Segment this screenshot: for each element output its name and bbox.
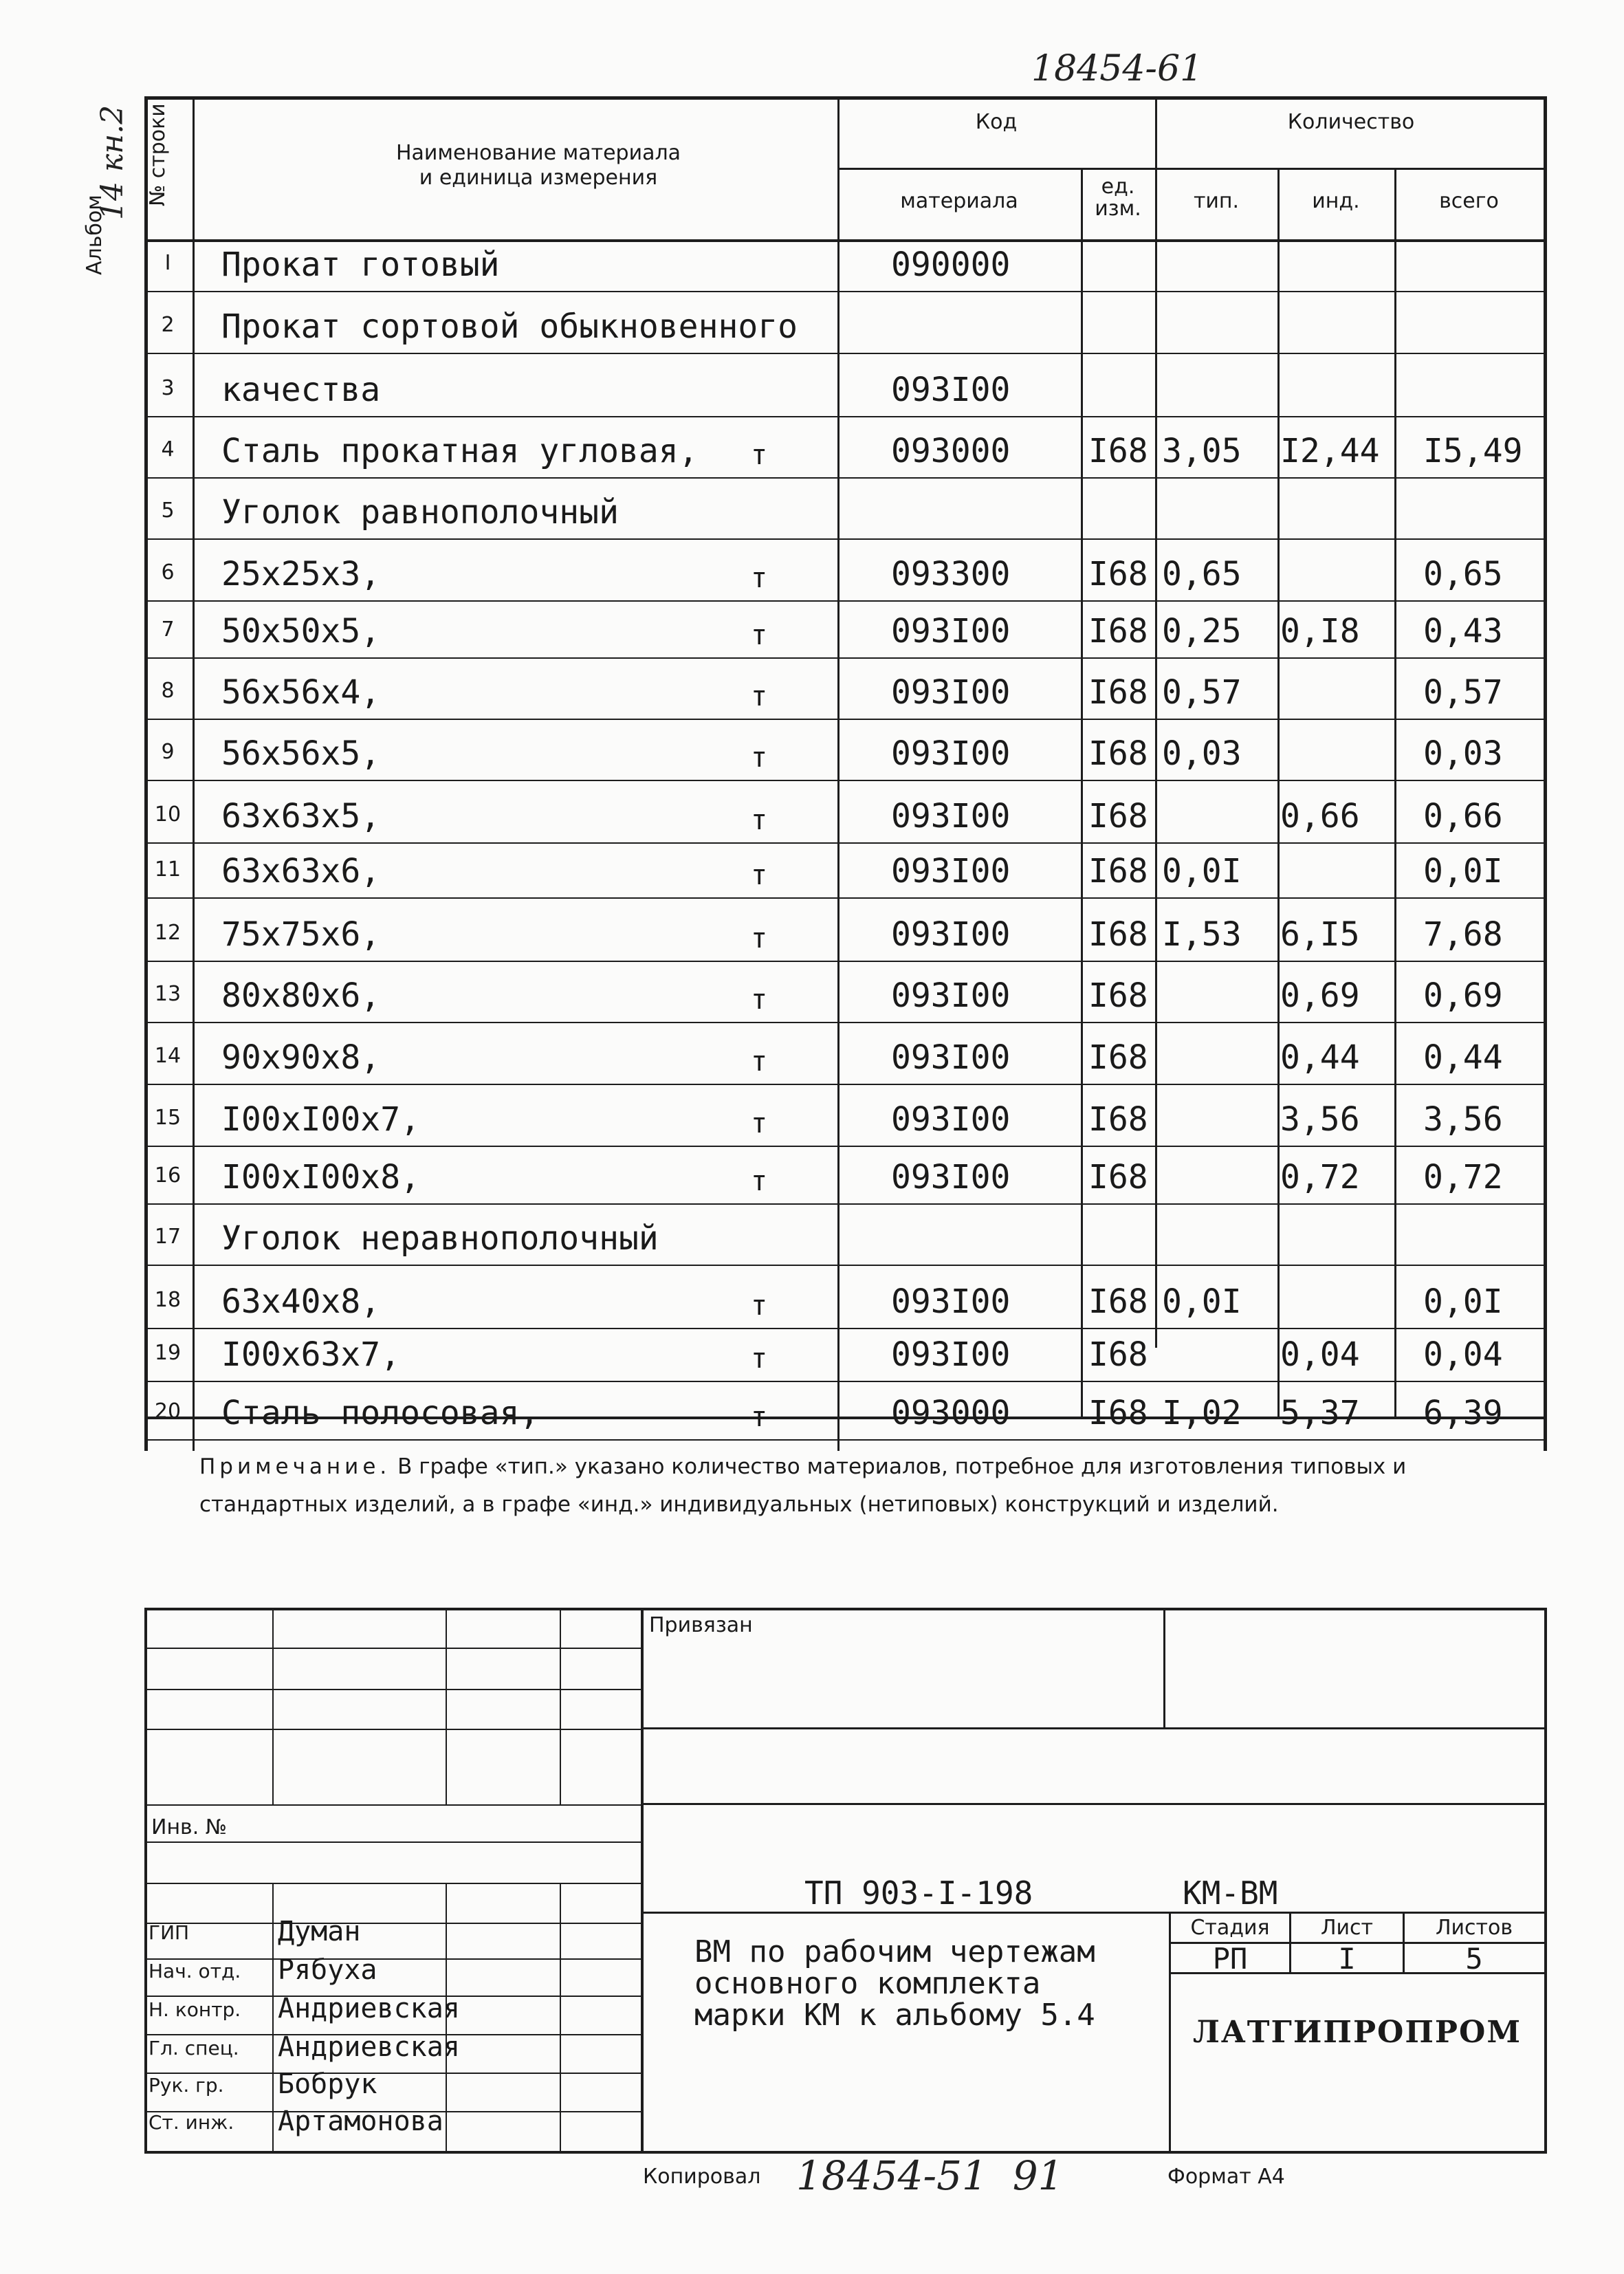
format-label: Формат А4 (1167, 2165, 1285, 2189)
row-total: 0,57 (1423, 673, 1503, 712)
row-name: качества (221, 371, 381, 409)
row-unit-code: I68 (1088, 432, 1148, 470)
signature-name: Думан (278, 1916, 361, 1947)
row-unit: т (751, 439, 768, 471)
row-name: 80x80x6, (221, 976, 381, 1015)
header-code-unit: ед. изм. (1095, 175, 1141, 221)
row-ind: 0,69 (1280, 976, 1360, 1015)
signature-role: ГИП (149, 1921, 190, 1944)
doc-code: ТП 903-I-198 (804, 1874, 1033, 1912)
row-unit: т (751, 984, 768, 1016)
row-divider (144, 1084, 1547, 1085)
row-unit: т (751, 742, 768, 774)
row-unit-code: I68 (1088, 1335, 1148, 1374)
row-unit-code: I68 (1088, 612, 1148, 651)
row-name: 63x63x6, (221, 852, 381, 890)
header-q-ind: инд. (1312, 189, 1360, 213)
row-ind: 0,04 (1280, 1335, 1360, 1374)
row-name: 90x90x8, (221, 1038, 381, 1077)
row-unit: т (751, 1401, 768, 1433)
row-divider (144, 780, 1547, 781)
row-divider (144, 1265, 1547, 1266)
row-ind: 3,56 (1280, 1100, 1360, 1139)
row-total: I5,49 (1423, 432, 1523, 470)
row-number: 7 (161, 617, 175, 642)
row-divider (144, 1022, 1547, 1023)
row-unit: т (751, 1343, 768, 1375)
row-number: 6 (161, 560, 175, 584)
row-total: 0,65 (1423, 555, 1503, 593)
row-number: 4 (161, 437, 175, 461)
row-code: 093I00 (891, 1158, 1011, 1196)
row-unit: т (751, 1046, 768, 1078)
row-typ: 0,0I (1162, 1282, 1242, 1321)
row-number: 10 (154, 802, 182, 827)
row-divider (144, 842, 1547, 844)
row-code: 093I00 (891, 1335, 1011, 1374)
header-code-material: материала (900, 189, 1018, 213)
row-ind: 0,66 (1280, 797, 1360, 835)
row-number: 18 (154, 1288, 182, 1312)
row-unit-code: I68 (1088, 1038, 1148, 1077)
row-divider (144, 961, 1547, 962)
row-number: 14 (154, 1044, 182, 1068)
row-number: 13 (154, 982, 182, 1006)
header-q-typ: тип. (1193, 189, 1240, 213)
header-name: Наименование материала и единица измерения (395, 141, 681, 190)
row-divider (144, 477, 1547, 479)
row-unit-code: I68 (1088, 555, 1148, 593)
row-unit: т (751, 860, 768, 891)
row-code: 093I00 (891, 1282, 1011, 1321)
sheet-value: I (1338, 1942, 1356, 1976)
signature-role: Н. контр. (149, 1998, 241, 2021)
row-code: 093300 (891, 555, 1011, 593)
note-text: В графе «тип.» указано количество материалов, потребное для изготовления типовых и стандартных изделий, а в графе «инд.» индивидуальных (нетиповых) конструкций и изделий. (199, 1454, 1407, 1517)
row-name: Прокат сортовой обыкновенного (221, 307, 798, 346)
signature-name: Бобрук (278, 2068, 377, 2100)
row-divider (144, 1439, 1547, 1441)
row-typ: 0,0I (1162, 852, 1242, 890)
row-divider (144, 291, 1547, 292)
sheets-value: 5 (1465, 1942, 1483, 1976)
row-unit: т (751, 681, 768, 712)
row-number: 20 (154, 1399, 182, 1423)
stage-value: РП (1212, 1942, 1248, 1976)
inv-no-label: Инв. № (151, 1815, 228, 1839)
row-unit: т (751, 562, 768, 594)
signature-name: Андриевская (278, 1993, 460, 2024)
copied-label: Копировал (643, 2165, 761, 2189)
row-unit-code: I68 (1088, 734, 1148, 773)
row-number: 19 (154, 1341, 182, 1365)
row-unit-code: I68 (1088, 976, 1148, 1015)
row-ind: 5,37 (1280, 1394, 1360, 1432)
row-code: 093I00 (891, 1100, 1011, 1139)
copied-number: 18454-51 91 (796, 2152, 1064, 2199)
row-unit-code: I68 (1088, 1100, 1148, 1139)
row-code: 093I00 (891, 976, 1011, 1015)
row-typ: 0,25 (1162, 612, 1242, 651)
row-divider (144, 538, 1547, 540)
row-name: 75x75x6, (221, 915, 381, 954)
row-typ: 0,65 (1162, 555, 1242, 593)
row-total: 0,04 (1423, 1335, 1503, 1374)
doc-description: ВМ по рабочим чертежам основного комплекта марки КМ к альбому 5.4 (694, 1934, 1095, 2033)
signature-role: Гл. спец. (149, 2037, 239, 2059)
row-number: 2 (161, 313, 175, 337)
sheets-label: Листов (1435, 1916, 1513, 1940)
margin-vertical-code: 14 кн.2 (95, 105, 130, 220)
row-number: 8 (161, 679, 175, 703)
margin-album-label: Альбом (83, 195, 107, 275)
row-ind: 0,I8 (1280, 612, 1360, 651)
row-ind: 0,72 (1280, 1158, 1360, 1196)
signature-name: Артамонова (278, 2106, 443, 2137)
row-unit-code: I68 (1088, 915, 1148, 954)
row-code: 093I00 (891, 612, 1011, 651)
row-unit: т (751, 805, 768, 836)
row-total: 3,56 (1423, 1100, 1503, 1139)
row-total: 0,66 (1423, 797, 1503, 835)
row-divider (144, 416, 1547, 417)
row-code: 093I00 (891, 1038, 1011, 1077)
row-divider (144, 657, 1547, 659)
row-number: 17 (154, 1225, 182, 1249)
header-code: Код (975, 110, 1018, 134)
signature-role: Ст. инж. (149, 2111, 234, 2134)
row-unit: т (751, 1290, 768, 1322)
row-number: 5 (161, 499, 175, 523)
row-ind: 0,44 (1280, 1038, 1360, 1077)
stage-label: Стадия (1190, 1916, 1270, 1940)
row-unit: т (751, 923, 768, 954)
row-typ: 0,03 (1162, 734, 1242, 773)
row-total: 7,68 (1423, 915, 1503, 954)
row-unit-code: I68 (1088, 797, 1148, 835)
row-total: 0,43 (1423, 612, 1503, 651)
row-number: 11 (154, 857, 182, 882)
row-typ: I,53 (1162, 915, 1242, 954)
row-name: Уголок равнополочный (221, 493, 619, 532)
row-code: 093I00 (891, 371, 1011, 409)
row-number: I (164, 251, 171, 275)
row-code: 090000 (891, 245, 1011, 284)
row-unit: т (751, 1108, 768, 1139)
note-label: Примечание. (199, 1454, 391, 1479)
row-number: 9 (161, 740, 175, 764)
header-quantity: Количество (1287, 110, 1415, 134)
row-total: 0,03 (1423, 734, 1503, 773)
org-name: ЛАТГИПРОПРОМ (1192, 2015, 1522, 2050)
row-total: 0,44 (1423, 1038, 1503, 1077)
row-typ: 0,57 (1162, 673, 1242, 712)
row-total: 6,39 (1423, 1394, 1503, 1432)
row-divider (144, 1146, 1547, 1147)
row-number: 12 (154, 921, 182, 945)
row-unit-code: I68 (1088, 852, 1148, 890)
signature-role: Нач. отд. (149, 1960, 241, 1982)
row-divider (144, 897, 1547, 899)
row-ind: I2,44 (1280, 432, 1380, 470)
signature-name: Рябуха (278, 1954, 377, 1986)
header-row-no: № строки (146, 103, 170, 206)
note (199, 1448, 1533, 1524)
margin-top-number: 18454-61 (1031, 48, 1203, 89)
signature-role: Рук. гр. (149, 2074, 224, 2097)
row-unit: т (751, 1166, 768, 1197)
row-typ: 3,05 (1162, 432, 1242, 470)
row-divider (144, 1328, 1547, 1329)
row-name: 56x56x4, (221, 673, 381, 712)
row-unit-code: I68 (1088, 1394, 1148, 1432)
row-name: Сталь прокатная угловая, (221, 432, 699, 470)
row-name: Уголок неравнополочный (221, 1219, 659, 1258)
row-divider (144, 353, 1547, 354)
row-name: Прокат готовый (221, 245, 500, 284)
row-name: 63x63x5, (221, 797, 381, 835)
row-divider (144, 1203, 1547, 1205)
row-divider (144, 600, 1547, 602)
row-ind: 6,I5 (1280, 915, 1360, 954)
row-code: 093000 (891, 1394, 1011, 1432)
sheet-label: Лист (1320, 1916, 1374, 1940)
row-divider (144, 719, 1547, 720)
row-name: Сталь полосовая, (221, 1394, 540, 1432)
signature-name: Андриевская (278, 2031, 460, 2063)
row-unit-code: I68 (1088, 673, 1148, 712)
row-unit: т (751, 620, 768, 651)
privyazan-label: Привязан (649, 1613, 753, 1637)
row-unit-code: I68 (1088, 1158, 1148, 1196)
row-name: I00x63x7, (221, 1335, 401, 1374)
row-typ: I,02 (1162, 1394, 1242, 1432)
row-name: 25x25x3, (221, 555, 381, 593)
row-code: 093000 (891, 432, 1011, 470)
row-total: 0,0I (1423, 852, 1503, 890)
row-code: 093I00 (891, 734, 1011, 773)
doc-mark: КМ-ВМ (1183, 1874, 1278, 1912)
row-total: 0,69 (1423, 976, 1503, 1015)
row-name: I00xI00x7, (221, 1100, 420, 1139)
row-number: 15 (154, 1106, 182, 1130)
row-name: 63x40x8, (221, 1282, 381, 1321)
row-name: 50x50x5, (221, 612, 381, 651)
row-code: 093I00 (891, 797, 1011, 835)
row-number: 16 (154, 1163, 182, 1188)
row-total: 0,0I (1423, 1282, 1503, 1321)
row-code: 093I00 (891, 915, 1011, 954)
row-code: 093I00 (891, 673, 1011, 712)
row-unit-code: I68 (1088, 1282, 1148, 1321)
row-total: 0,72 (1423, 1158, 1503, 1196)
header-q-total: всего (1439, 189, 1499, 213)
row-divider (144, 1381, 1547, 1382)
row-number: 3 (161, 376, 175, 400)
row-name: 56x56x5, (221, 734, 381, 773)
row-name: I00xI00x8, (221, 1158, 420, 1196)
row-code: 093I00 (891, 852, 1011, 890)
